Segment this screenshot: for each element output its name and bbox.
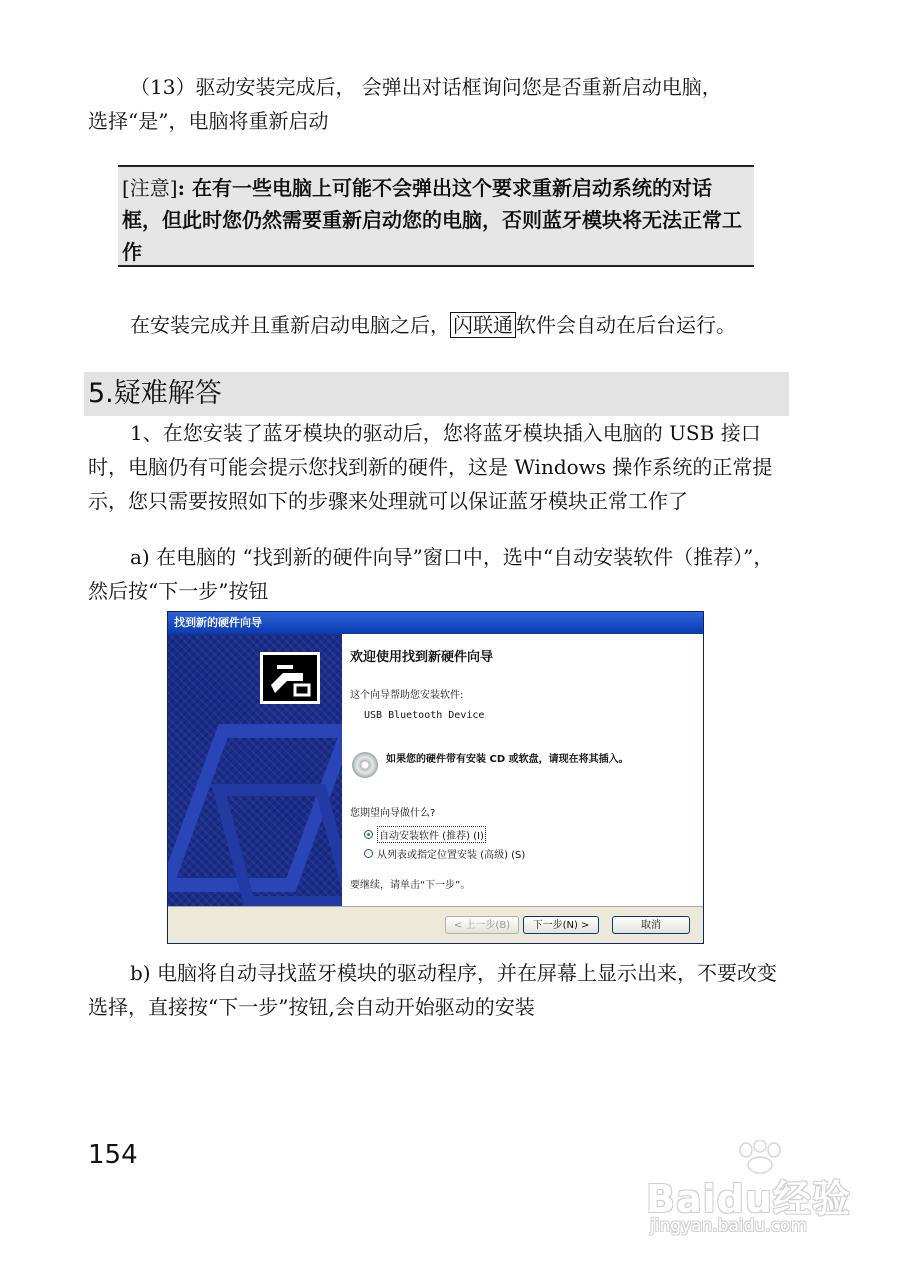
watermark-url: jingyan.baidu.com [650,1216,807,1236]
after-install-before: 在安装完成并且重新启动电脑之后， [130,313,450,337]
wizard-screenshot [167,611,704,944]
option-manual-install[interactable] [364,846,525,861]
wizard-heading: 欢迎使用找到新硬件向导 [350,650,494,665]
wizard-button-row [168,906,703,944]
page-number: 154 [88,1140,138,1170]
option-auto-install-label: 自动安装软件 (推荐) (I) [377,826,486,843]
cancel-button[interactable]: 取消 [612,916,690,934]
watermark-logo: Baidu经验 [646,1177,851,1221]
after-install-after: 软件会自动在后台运行。 [516,313,736,337]
wizard-question: 您期望向导做什么? [350,808,436,819]
radio-icon[interactable] [364,849,373,858]
wizard-title: 找到新的硬件向导 [168,612,703,634]
note-text: : 在有一些电脑上可能不会弹出这个要求重新启动系统的对话框，但此时您仍然需要重新启动您的电脑，否则蓝牙模块将无法正常工作 [122,176,742,264]
step-a-text: a) 在电脑的 “找到新的硬件向导”窗口中，选中“自动安装软件（推荐）”，然后按“下一步”按钮 [88,545,774,603]
radio-selected-icon[interactable] [364,830,373,839]
item-1-text: 1、在您安装了蓝牙模块的驱动后，您将蓝牙模块插入电脑的 USB 接口时，电脑仍有可能会提示您找到新的硬件，这是 Windows 操作系统的正常提示，您只需要按照如下的步骤来处理就可以保证蓝牙模块正常工作了 [88,421,773,513]
para-13-line2: 选择“是”，电脑将重新启动 [88,109,329,133]
note-tag: [注意] [122,176,178,200]
item-1-paragraph [88,416,788,518]
after-install-paragraph [88,308,798,342]
software-name-box: 闪联通 [450,312,516,338]
device-name: USB Bluetooth Device [364,710,485,721]
step-a-paragraph [88,540,788,608]
hardware-icon [260,652,320,704]
continue-hint: 要继续，请单击“下一步”。 [350,880,471,891]
cd-hint: 如果您的硬件带有安装 CD 或软盘，请现在将其插入。 [386,754,629,765]
wizard-helps-text: 这个向导帮助您安装软件: [350,690,464,701]
para-13 [88,70,788,138]
wizard-side-banner [168,634,342,906]
back-button[interactable]: < 上一步(B) [445,916,519,934]
cd-icon [352,752,378,778]
next-button[interactable]: 下一步(N) > [523,916,599,934]
para-13-line1: （13）驱动安装完成后， 会弹出对话框询问您是否重新启动电脑， [130,75,722,99]
wizard-content [342,634,703,906]
section-title: 5.疑难解答 [84,372,789,416]
option-manual-install-label: 从列表或指定位置安装 (高级) (S) [377,850,526,861]
step-b-paragraph [88,956,788,1024]
step-b-text: b) 电脑将自动寻找蓝牙模块的驱动程序，并在屏幕上显示出来，不要改变选择，直接按“下一步”按钮,会自动开始驱动的安装 [88,961,777,1019]
note-box [118,165,754,267]
baidu-watermark [640,1140,860,1250]
option-auto-install[interactable] [364,826,486,843]
